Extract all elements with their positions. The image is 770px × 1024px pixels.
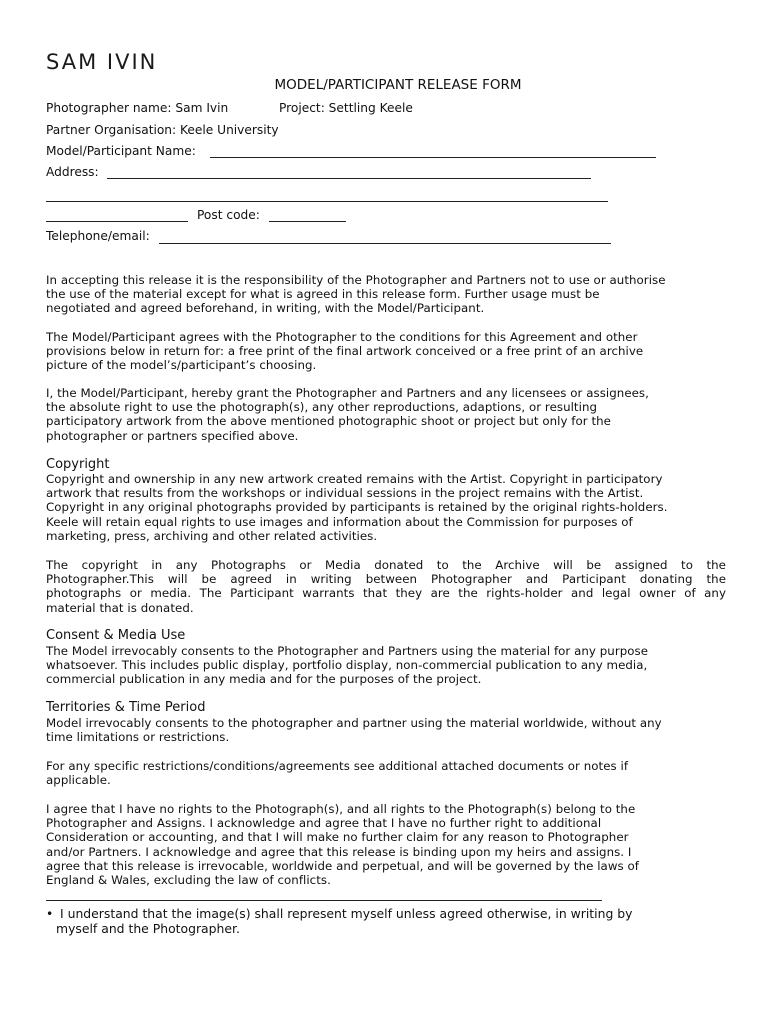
text-line: In accepting this release it is the responsibility of the Photographer and Partners not to use or authorise: [46, 273, 666, 287]
text-line: Consideration or accounting, and that I will make no further claim for any reason to Photographer: [46, 830, 629, 845]
intro-paragraph-1: [46, 273, 726, 316]
text-line: the use of the material except for what is agreed in this release form. Further usage must be: [46, 287, 600, 302]
text-line: participatory artwork from the above mentioned photographic shoot or project but only for the: [46, 414, 611, 429]
text-line: The copyright in any Photographs or Media donated to the Archive will be assigned to the: [46, 558, 726, 572]
text-line: Copyright and ownership in any new artwork created remains with the Artist. Copyright in participatory: [46, 472, 663, 486]
text-line: commercial publication in any media and for the purposes of the project.: [46, 672, 482, 687]
text-line: Photographer and Assigns. I acknowledge and agree that I have no further right to additional: [46, 816, 602, 831]
text-line: applicable.: [46, 773, 111, 788]
address-field-line-1[interactable]: [107, 166, 591, 179]
bullet-item: [46, 906, 726, 936]
text-line: agree that this release is irrevocable, worldwide and perpetual, and will be governed by the laws of: [46, 858, 639, 873]
signature-line[interactable]: [46, 888, 602, 901]
text-line: The Model/Participant agrees with the Photographer to the conditions for this Agreement and other: [46, 330, 638, 344]
copyright-paragraph-1: [46, 472, 726, 543]
text-line: marketing, press, archiving and other related activities.: [46, 528, 378, 543]
model-name-label: Model/Participant Name:: [46, 144, 196, 158]
postcode-field[interactable]: [269, 209, 346, 222]
bullet-text-line-1: I understand that the image(s) shall represent myself unless agreed otherwise, in writing by: [60, 906, 633, 921]
consent-heading: Consent & Media Use: [46, 628, 186, 643]
text-line: England & Wales, excluding the law of conflicts.: [46, 873, 331, 888]
brand-name: SAM IVIN: [46, 50, 158, 74]
text-line: photographer or partners specified above.: [46, 428, 299, 443]
photographer-name-label: Photographer name: Sam Ivin: [46, 101, 229, 115]
text-line: Model irrevocably consents to the photographer and partner using the material worldwide, without any: [46, 716, 662, 730]
text-line: Copyright in any original photographs provided by participants is retained by the original rights-holders.: [46, 500, 668, 515]
text-line: For any specific restrictions/conditions/agreements see additional attached documents or notes if: [46, 759, 629, 773]
text-line: I agree that I have no rights to the Photograph(s), and all rights to the Photograph(s) belong to the: [46, 802, 636, 816]
address-label: Address:: [46, 165, 99, 179]
text-line: material that is donated.: [46, 600, 194, 615]
text-line: artwork that results from the workshops or individual sessions in the project remains with the Artist.: [46, 486, 644, 501]
territories-heading: Territories & Time Period: [46, 700, 206, 715]
bullet-icon: •: [46, 906, 54, 921]
model-name-field[interactable]: [210, 145, 656, 158]
address-field-line-2[interactable]: [46, 189, 608, 202]
territories-paragraph-2: [46, 759, 726, 787]
text-line: and/or Partners. I acknowledge and agree that this release is binding upon my heirs and assigns. I: [46, 844, 632, 859]
text-line: I, the Model/Participant, hereby grant the Photographer and Partners and any licensees or assignees,: [46, 386, 649, 400]
text-line: Photographer.This will be agreed in writing between Photographer and Participant donating the: [46, 572, 726, 587]
text-line: Keele will retain equal rights to use images and information about the Commission for purposes of: [46, 514, 633, 529]
text-line: The Model irrevocably consents to the Photographer and Partners using the material for any purpose: [46, 644, 649, 658]
telephone-email-field[interactable]: [159, 231, 611, 244]
territories-paragraph-1: [46, 716, 726, 744]
address-field-line-3[interactable]: [46, 209, 188, 222]
text-line: the absolute right to use the photograph(s), any other reproductions, adaptions, or resulting: [46, 400, 598, 415]
text-line: picture of the model’s/participant’s choosing.: [46, 358, 317, 373]
telephone-email-label: Telephone/email:: [46, 229, 150, 243]
partner-organisation-label: Partner Organisation: Keele University: [46, 123, 279, 137]
text-line: provisions below in return for: a free print of the final artwork conceived or a free print of an archive: [46, 344, 644, 359]
consent-paragraph: [46, 644, 726, 687]
text-line: whatsoever. This includes public display, portfolio display, non-commercial publication to any media,: [46, 658, 648, 673]
project-label: Project: Settling Keele: [279, 101, 413, 115]
text-line: time limitations or restrictions.: [46, 730, 230, 745]
postcode-label: Post code:: [197, 208, 260, 222]
copyright-heading: Copyright: [46, 457, 110, 472]
form-title: MODEL/PARTICIPANT RELEASE FORM: [274, 77, 522, 93]
intro-paragraph-2: [46, 330, 726, 373]
text-line: negotiated and agreed beforehand, in writing, with the Model/Participant.: [46, 301, 485, 316]
territories-paragraph-3: [46, 802, 726, 887]
text-line: photographs or media. The Participant warrants that they are the rights-holder and legal owner of any: [46, 586, 726, 601]
copyright-paragraph-2: [46, 558, 726, 615]
intro-paragraph-3: [46, 386, 726, 443]
bullet-text-line-2: myself and the Photographer.: [56, 921, 240, 936]
